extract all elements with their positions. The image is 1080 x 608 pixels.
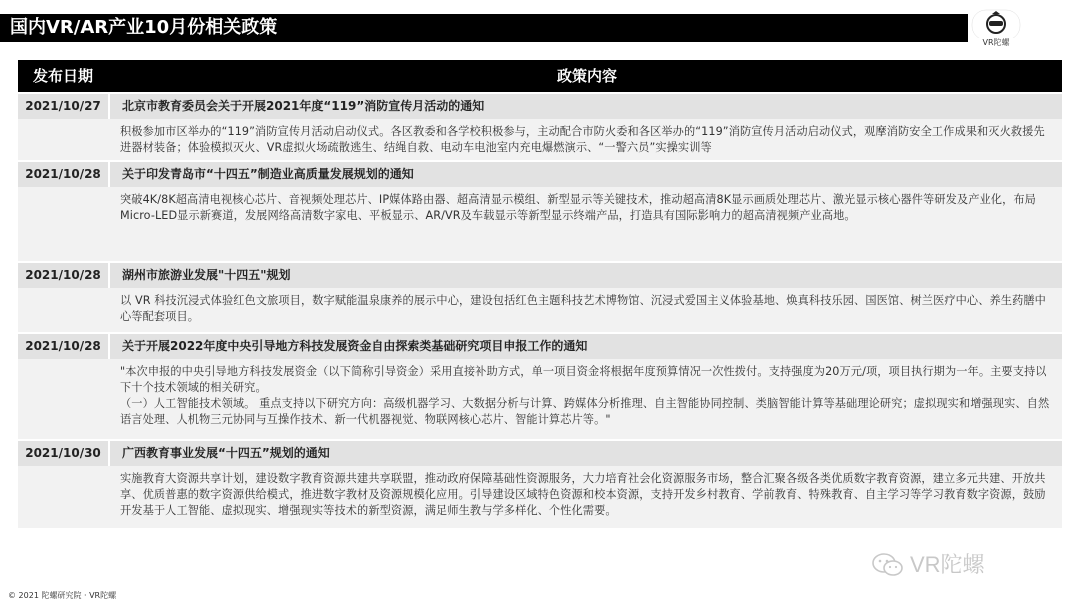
table-row-body — [18, 288, 1062, 332]
policy-body: "本次申报的中央引导地方科技发展资金（以下简称引导资金）采用直接补助方式，单一项目资金将根据年度预算情况一次性拨付。支持强度为20万元/项，项目执行期为一年。主要支持以下十个技术领域的相关研究。 （一）人工智能技术领域。 重点支持以下研究方向：高级机器学习、大数据分析与计算、跨媒体分析推理、自主智能协同控制、类脑智能计算等基础理论研究；虚拟现实和增强现实、自然语言处理、人机物三元协同与互操作技术、新一代机器视觉、物联网核心芯片、智能计算芯片等。" — [120, 365, 1050, 426]
body-date-spacer — [18, 119, 108, 160]
policy-date: 2021/10/28 — [25, 167, 101, 181]
title-bar — [0, 14, 968, 42]
column-header-content: 政策内容 — [556, 67, 617, 85]
body-date-spacer — [18, 288, 108, 332]
page-title: 国内VR/AR产业10月份相关政策 — [10, 17, 278, 38]
body-date-spacer — [18, 359, 108, 439]
table-row-body — [18, 187, 1062, 261]
table-row-header — [18, 263, 1062, 288]
logo-text: VR陀螺 — [982, 38, 1010, 47]
policy-body: 突破4K/8K超高清电视核心芯片、音视频处理芯片、IP媒体路由器、超高清显示模组、新型显示等关键技术，推动超高清8K显示画质处理芯片、激光显示核心器件等研发及产业化，布局Micro-LED显示新赛道，发展网络高清数字家电、平板显示、AR/VR及车载显示等新型显示终端产品，打造具有国际影响力的超高清视频产业高地。 — [120, 193, 1036, 222]
policy-table — [18, 60, 1062, 530]
body-date-spacer — [18, 187, 108, 261]
policy-body: 以 VR 科技沉浸式体验红色文旅项目，数字赋能温泉康养的展示中心，建设包括红色主题科技艺术博物馆、沉浸式爱国主义体验基地、焕真科技乐园、国医馆、树兰医疗中心、养生药膳中心等配套项目。 — [120, 294, 1046, 323]
policy-title: 湖州市旅游业发展"十四五"规划 — [122, 268, 291, 282]
policy-date: 2021/10/30 — [25, 446, 101, 460]
column-header-date: 发布日期 — [32, 67, 93, 85]
table-row-body — [18, 359, 1062, 439]
brand-logo — [968, 8, 1024, 50]
policy-body: 实施教育大资源共享计划，建设数字教育资源共建共享联盟，推动政府保障基础性资源服务，大力培育社会化资源服务市场，整合汇聚各级各类优质数字教育资源，建立多元共建、开放共享、优质普惠的数字资源供给模式，推进数字教材及资源规模化应用。引导建设区域特色资源和校本资源，支持开发乡村教育、学前教育、特殊教育、自主学习等学习教育数字资源，鼓励开发基于人工智能、虚拟现实、增强现实等技术的新型资源，满足师生教与学多样化、个性化需要。 — [120, 472, 1046, 517]
policy-title: 关于开展2022年度中央引导地方科技发展资金自由探索类基础研究项目申报工作的通知 — [122, 339, 588, 353]
logo-icon — [968, 8, 1024, 38]
table-row-body — [18, 119, 1062, 160]
policy-date: 2021/10/28 — [25, 268, 101, 282]
policy-date: 2021/10/28 — [25, 339, 101, 353]
footer-copyright: © 2021 陀螺研究院 · VR陀螺 — [8, 591, 117, 600]
watermark-text: VR陀螺 — [910, 552, 985, 577]
table-row-header — [18, 334, 1062, 359]
table-row-header — [18, 94, 1062, 119]
watermark — [910, 548, 985, 579]
policy-title: 关于印发青岛市“十四五”制造业高质量发展规划的通知 — [122, 167, 414, 181]
policy-body: 积极参加市区举办的“119”消防宣传月活动启动仪式。各区教委和各学校积极参与，主动配合市防火委和各区举办的“119”消防宣传月活动启动仪式，观摩消防安全工作成果和灭火救援先进器材装备；体验模拟灭火、VR虚拟火场疏散逃生、结绳自救、电动车电池室内充电爆燃演示、“一警六员”实操实训等 — [120, 125, 1045, 154]
table-row-header — [18, 441, 1062, 466]
policy-title: 广西教育事业发展“十四五”规划的通知 — [122, 446, 330, 460]
table-header — [18, 60, 1062, 92]
body-date-spacer — [18, 466, 108, 528]
policy-date: 2021/10/27 — [25, 99, 101, 113]
policy-title: 北京市教育委员会关于开展2021年度“119”消防宣传月活动的通知 — [122, 99, 485, 113]
table-row-header — [18, 162, 1062, 187]
wechat-icon — [872, 552, 904, 578]
table-row-body — [18, 466, 1062, 528]
